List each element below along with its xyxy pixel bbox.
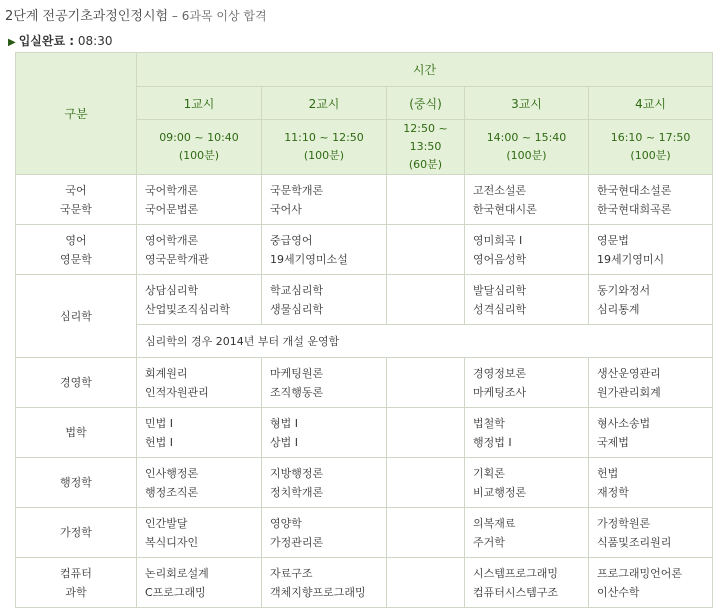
- course-name: 한국현대소설론: [597, 183, 672, 197]
- subject-cell: [16, 358, 137, 408]
- course-name: 행정학: [60, 476, 92, 489]
- course-name: 산업및조직심리학: [145, 302, 231, 316]
- period-time-range: 12:50 ~ 13:50: [403, 122, 448, 153]
- table-row: [16, 225, 713, 275]
- course-name: 영양학: [270, 516, 302, 530]
- course-name: 가정관리론: [270, 535, 324, 549]
- course-name: 영문법: [597, 233, 629, 247]
- lunch-cell: [387, 408, 465, 458]
- course-name: 헌법 I: [145, 435, 173, 449]
- page-title: 2단계 전공기초과정인정시험 – 6과목 이상 합격: [5, 9, 267, 24]
- table-row: [16, 275, 713, 325]
- course-name: 19세기영미소설: [270, 252, 348, 266]
- arrow-right-icon: ▶: [8, 37, 16, 48]
- course-name: 마케팅조사: [473, 385, 527, 399]
- course-name: 조직행동론: [270, 385, 324, 399]
- course-name: 영어음성학: [473, 252, 527, 266]
- table-row: [16, 358, 713, 408]
- table-row: [16, 175, 713, 225]
- course-name: 인사행정론: [145, 466, 199, 480]
- course-cell: [589, 458, 713, 508]
- course-name: 의복재료: [473, 516, 516, 530]
- table-row: [16, 408, 713, 458]
- course-cell: [137, 358, 262, 408]
- period-header: 1교시: [137, 87, 262, 120]
- course-name: 성격심리학: [473, 302, 527, 316]
- course-name: 비교행정론: [473, 485, 527, 499]
- course-name: 헌법: [597, 466, 619, 480]
- course-cell: [465, 458, 589, 508]
- course-name: 복식디자인: [145, 535, 199, 549]
- course-cell: [262, 558, 387, 608]
- subject-cell: [16, 175, 137, 225]
- period-time: [262, 120, 387, 175]
- course-cell: [137, 458, 262, 508]
- course-cell: [262, 408, 387, 458]
- period-duration: (100분): [303, 149, 345, 162]
- period-duration: (100분): [506, 149, 547, 162]
- course-cell: [589, 225, 713, 275]
- course-name: 19세기영미시: [597, 252, 665, 266]
- entry-time: ▶ 입실완료 : 08:30: [8, 34, 113, 48]
- course-cell: [465, 508, 589, 558]
- course-name: 국어사: [270, 202, 302, 216]
- course-name: 주거학: [473, 535, 505, 549]
- course-name: 회계원리: [145, 366, 188, 380]
- course-cell: [589, 558, 713, 608]
- lunch-cell: [387, 458, 465, 508]
- course-name: 민법 I: [145, 416, 173, 430]
- course-name: 이산수학: [597, 585, 640, 599]
- course-name: 국문학: [60, 202, 92, 216]
- period-duration: (60분): [408, 158, 443, 171]
- course-cell: [137, 175, 262, 225]
- course-name: 인간발달: [145, 516, 188, 530]
- course-name: 행정법 I: [473, 435, 512, 449]
- course-name: 원가관리회계: [597, 385, 661, 399]
- subject-cell: [16, 408, 137, 458]
- course-cell: [262, 458, 387, 508]
- course-name: 기획론: [473, 466, 505, 480]
- header-time: 시간: [137, 53, 713, 87]
- course-name: 자료구조: [270, 566, 313, 580]
- course-name: 한국현대시론: [473, 202, 537, 216]
- course-name: 가정학: [60, 526, 92, 539]
- period-time-range: 09:00 ~ 10:40: [159, 131, 239, 144]
- course-name: 생산운영관리: [597, 366, 661, 380]
- course-name: 영미희곡 I: [473, 233, 523, 247]
- course-name: 컴퓨터: [60, 566, 92, 580]
- course-name: 경영정보론: [473, 366, 527, 380]
- subject-cell: [16, 458, 137, 508]
- course-name: 심리통계: [597, 302, 640, 316]
- course-name: 중급영어: [270, 233, 313, 247]
- period-time-range: 14:00 ~ 15:40: [486, 131, 567, 144]
- period-time: [387, 120, 465, 175]
- course-cell: [262, 508, 387, 558]
- course-cell: [589, 358, 713, 408]
- period-header: 3교시: [465, 87, 589, 120]
- period-duration: (100분): [630, 149, 671, 162]
- course-cell: [137, 408, 262, 458]
- period-header: 2교시: [262, 87, 387, 120]
- course-name: 컴퓨터시스템구조: [473, 585, 559, 599]
- course-cell: [465, 358, 589, 408]
- table-row: [16, 508, 713, 558]
- course-name: 심리학: [60, 309, 92, 323]
- period-header: 4교시: [589, 87, 713, 120]
- course-name: 정치학개론: [270, 485, 324, 499]
- course-name: 행정조직론: [145, 485, 199, 499]
- course-cell: [262, 225, 387, 275]
- course-name: 영어: [65, 233, 87, 247]
- course-name: 고전소설론: [473, 183, 527, 197]
- course-name: 형법 I: [270, 416, 298, 430]
- course-name: 영문학: [60, 252, 92, 266]
- course-name: 식품및조리원리: [597, 535, 672, 549]
- course-name: 형사소송법: [597, 416, 651, 430]
- subject-cell: [16, 275, 137, 358]
- lunch-cell: [387, 508, 465, 558]
- course-name: 프로그래밍언어론: [597, 566, 683, 580]
- course-cell: [262, 175, 387, 225]
- course-name: 경영학: [60, 376, 92, 389]
- lunch-cell: [387, 558, 465, 608]
- lunch-cell: [387, 225, 465, 275]
- lunch-cell: [387, 275, 465, 325]
- course-cell: [589, 508, 713, 558]
- exam-schedule-table: [15, 52, 713, 608]
- course-cell: [465, 175, 589, 225]
- subject-cell: [16, 225, 137, 275]
- course-name: 발달심리학: [473, 283, 527, 297]
- lunch-cell: [387, 175, 465, 225]
- course-cell: [465, 225, 589, 275]
- course-cell: [465, 408, 589, 458]
- course-cell: [589, 408, 713, 458]
- course-name: 객체지향프로그래밍: [270, 585, 366, 599]
- course-cell: [137, 558, 262, 608]
- period-time: [465, 120, 589, 175]
- course-name: 시스템프로그래밍: [473, 566, 559, 580]
- course-cell: [262, 358, 387, 408]
- course-cell: [262, 275, 387, 325]
- period-duration: (100분): [178, 149, 220, 162]
- course-name: 법철학: [473, 416, 505, 430]
- period-time: [589, 120, 713, 175]
- course-name: 상담심리학: [145, 283, 199, 297]
- course-name: 법학: [65, 426, 87, 439]
- course-name: 재정학: [597, 485, 629, 499]
- course-name: 동기와정서: [597, 283, 651, 297]
- course-name: 국문학개론: [270, 183, 324, 197]
- table-row: [16, 458, 713, 508]
- psych-note: 심리학의 경우 2014년 부터 개설 운영함: [137, 325, 713, 358]
- course-cell: [465, 558, 589, 608]
- course-cell: [589, 275, 713, 325]
- course-name: 학교심리학: [270, 283, 324, 297]
- course-name: 마케팅원론: [270, 366, 324, 380]
- subject-cell: [16, 558, 137, 608]
- course-cell: [137, 275, 262, 325]
- course-name: 국어학개론: [145, 183, 199, 197]
- course-name: 국어문법론: [145, 202, 199, 216]
- course-cell: [465, 275, 589, 325]
- course-name: 영어학개론: [145, 233, 199, 247]
- course-cell: [137, 225, 262, 275]
- header-category: 구분: [16, 53, 137, 175]
- course-name: C프로그래밍: [145, 585, 206, 599]
- period-time: [137, 120, 262, 175]
- course-name: 국어: [65, 183, 87, 197]
- subject-cell: [16, 508, 137, 558]
- course-name: 논리회로설계: [145, 566, 209, 580]
- period-time-range: 16:10 ~ 17:50: [610, 131, 691, 144]
- course-name: 생물심리학: [270, 302, 324, 316]
- period-header: (중식): [387, 87, 465, 120]
- course-name: 영국문학개관: [145, 252, 209, 266]
- course-name: 가정학원론: [597, 516, 651, 530]
- course-name: 지방행정론: [270, 466, 324, 480]
- period-time-range: 11:10 ~ 12:50: [284, 131, 364, 144]
- course-name: 한국현대희곡론: [597, 202, 672, 216]
- course-name: 국제법: [597, 435, 629, 449]
- course-name: 상법 I: [270, 435, 298, 449]
- course-cell: [589, 175, 713, 225]
- course-name: 인적자원관리: [145, 385, 209, 399]
- course-name: 과학: [65, 585, 87, 599]
- lunch-cell: [387, 358, 465, 408]
- table-row: [16, 558, 713, 608]
- course-cell: [137, 508, 262, 558]
